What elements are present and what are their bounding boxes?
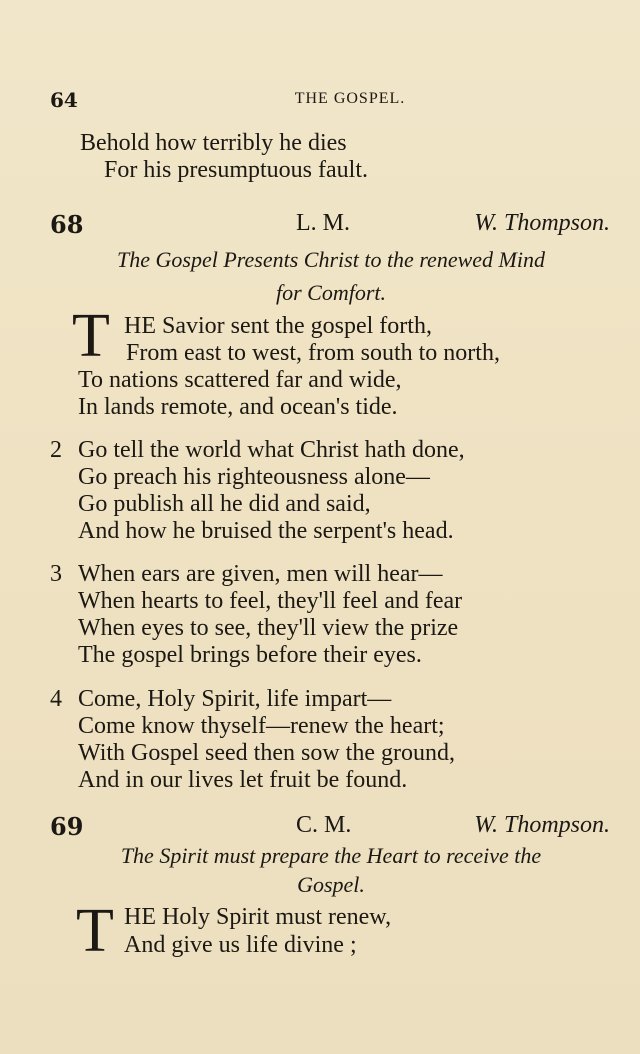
hymn-meter: C. M. — [296, 812, 352, 838]
running-head — [50, 88, 590, 110]
previous-hymn-line-1: Behold how terribly he dies — [80, 130, 347, 156]
hymn-68-verse-3-line-4: The gospel brings before their eyes. — [78, 642, 422, 668]
hymn-68-verse-4-line-4: And in our lives let fruit be found. — [78, 767, 408, 793]
hymn-68-verse-4-line-1: Come, Holy Spirit, life impart— — [78, 686, 392, 712]
hymn-68-subtitle-line-1: The Gospel Presents Christ to the renewed Mind — [117, 247, 545, 272]
verse-number: 2 — [50, 437, 62, 463]
hymn-68-verse-4-line-2: Come know thyself—renew the heart; — [78, 713, 445, 739]
hymn-68-header — [50, 210, 610, 240]
hymn-number: 68 — [50, 210, 84, 239]
hymn-68-verse-4-line-3: With Gospel seed then sow the ground, — [78, 740, 455, 766]
hymn-68-verse-2-line-4: And how he bruised the serpent's head. — [78, 518, 454, 544]
hymn-68-verse-1-line-1: HE Savior sent the gospel forth, — [124, 313, 432, 339]
previous-hymn-line-2: For his presumptuous fault. — [104, 157, 368, 183]
page-number: 64 — [50, 88, 78, 112]
hymn-author: W. Thompson. — [474, 210, 610, 236]
drop-cap: T — [76, 897, 114, 965]
hymn-68-verse-2-line-1: Go tell the world what Christ hath done, — [78, 437, 465, 463]
running-title: THE GOSPEL. — [294, 90, 406, 107]
hymn-68-verse-3-line-3: When eyes to see, they'll view the prize — [78, 615, 459, 641]
hymn-meter: L. M. — [296, 210, 350, 236]
hymn-68-verse-1-line-4: In lands remote, and ocean's tide. — [78, 394, 398, 420]
verse-number: 3 — [50, 561, 62, 587]
hymn-number: 69 — [50, 812, 84, 841]
hymn-69-subtitle-line-2: Gospel. — [297, 872, 365, 897]
hymn-author: W. Thompson. — [474, 812, 610, 838]
drop-cap: T — [72, 302, 110, 370]
hymn-69-verse-1-line-2: And give us life divine ; — [124, 932, 357, 958]
hymn-69-verse-1-line-1: HE Holy Spirit must renew, — [124, 904, 392, 930]
hymn-68-verse-3-line-1: When ears are given, men will hear— — [78, 561, 443, 587]
hymn-69-header — [50, 812, 610, 842]
verse-number: 4 — [50, 686, 62, 712]
hymn-68-verse-1-line-2: From east to west, from south to north, — [126, 340, 500, 366]
hymn-68-verse-3-line-2: When hearts to feel, they'll feel and fear — [78, 588, 463, 614]
hymn-69-subtitle-line-1: The Spirit must prepare the Heart to receive the — [120, 843, 542, 868]
hymn-68-verse-1-line-3: To nations scattered far and wide, — [78, 367, 402, 393]
hymn-68-subtitle-line-2: for Comfort. — [275, 280, 387, 305]
hymn-68-verse-2-line-2: Go preach his righteousness alone— — [78, 464, 430, 490]
hymn-68-verse-2-line-3: Go publish all he did and said, — [78, 491, 371, 517]
